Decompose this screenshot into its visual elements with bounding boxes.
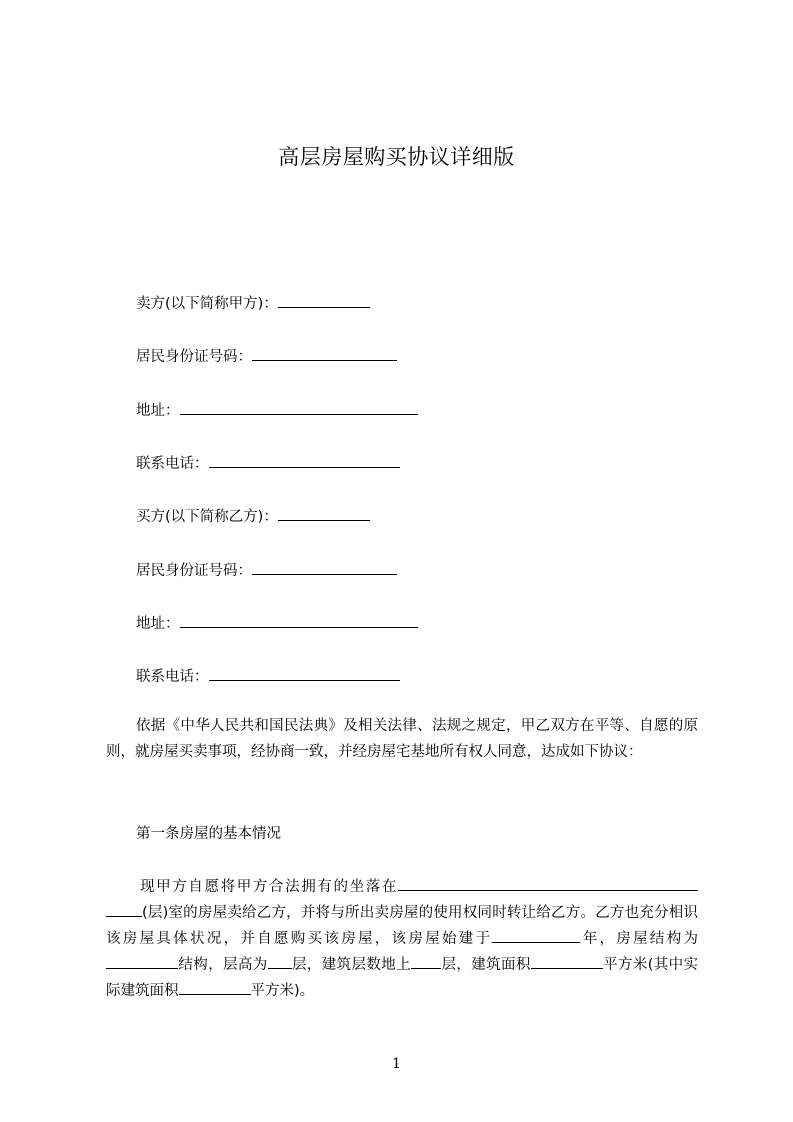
storey-height-blank (268, 954, 292, 969)
actual-area-blank (179, 980, 251, 995)
document-title: 高层房屋购买协议详细版 (278, 145, 515, 169)
article1-text-7: 平方米(其中实际建筑面积 (106, 957, 699, 999)
seller-id-field (136, 345, 397, 366)
seller-phone-label: 联系电话： (136, 456, 209, 472)
seller-address-field (136, 399, 418, 420)
article1-text (106, 874, 698, 1004)
buyer-name-blank (278, 505, 370, 521)
buyer-address-label: 地址： (136, 616, 180, 632)
seller-name-label: 卖方(以下简称甲方)： (136, 296, 278, 312)
seller-phone-blank (209, 452, 400, 468)
buyer-address-field (136, 612, 418, 633)
building-area-blank (531, 954, 603, 969)
article1-text-6: 层，建筑面积 (441, 957, 531, 973)
floors-above-ground-blank (411, 954, 441, 969)
buyer-id-field (136, 559, 397, 580)
article1-text-4: 结构，层高为 (178, 957, 268, 973)
buyer-name-field (136, 505, 370, 526)
floor-blank (106, 902, 142, 917)
built-year-blank (492, 928, 580, 943)
location-blank (398, 876, 698, 891)
article1-paragraph (106, 874, 698, 1004)
article1-text-5: 层，建筑层数地上 (291, 957, 412, 973)
article1-heading: 第一条房屋的基本情况 (136, 826, 281, 842)
buyer-address-blank (180, 612, 418, 628)
buyer-id-blank (252, 559, 397, 575)
seller-id-label: 居民身份证号码： (136, 349, 252, 365)
seller-id-blank (252, 345, 397, 361)
buyer-phone-label: 联系电话： (136, 669, 209, 685)
article1-text-2: (层)室的房屋卖给乙方，并将与所出卖房屋的使用权同时转让给乙方。乙方也充分相识该房屋具体状况，并自愿购买该房屋，该房屋始建于 (106, 905, 698, 947)
buyer-name-label: 买方(以下简称乙方)： (136, 509, 278, 525)
preamble-paragraph (106, 713, 698, 765)
article1-text-8: 平方米)。 (250, 983, 315, 999)
seller-phone-field (136, 452, 400, 473)
article1-text-3: 年，房屋结构为 (580, 931, 699, 947)
preamble-text: 依据《中华人民共和国民法典》及相关法律、法规之规定，甲乙双方在平等、自愿的原则，就房屋买卖事项，经协商一致，并经房屋宅基地所有权人同意，达成如下协议： (106, 718, 698, 760)
seller-name-blank (278, 292, 370, 308)
buyer-phone-blank (209, 665, 400, 681)
seller-address-label: 地址： (136, 403, 180, 419)
buyer-phone-field (136, 665, 400, 686)
seller-name-field (136, 292, 370, 313)
buyer-id-label: 居民身份证号码： (136, 563, 252, 579)
structure-blank (106, 954, 178, 969)
seller-address-blank (180, 399, 418, 415)
article1-text-1: 现甲方自愿将甲方合法拥有的坐落在 (140, 879, 398, 895)
page-number: 1 (392, 1056, 401, 1072)
